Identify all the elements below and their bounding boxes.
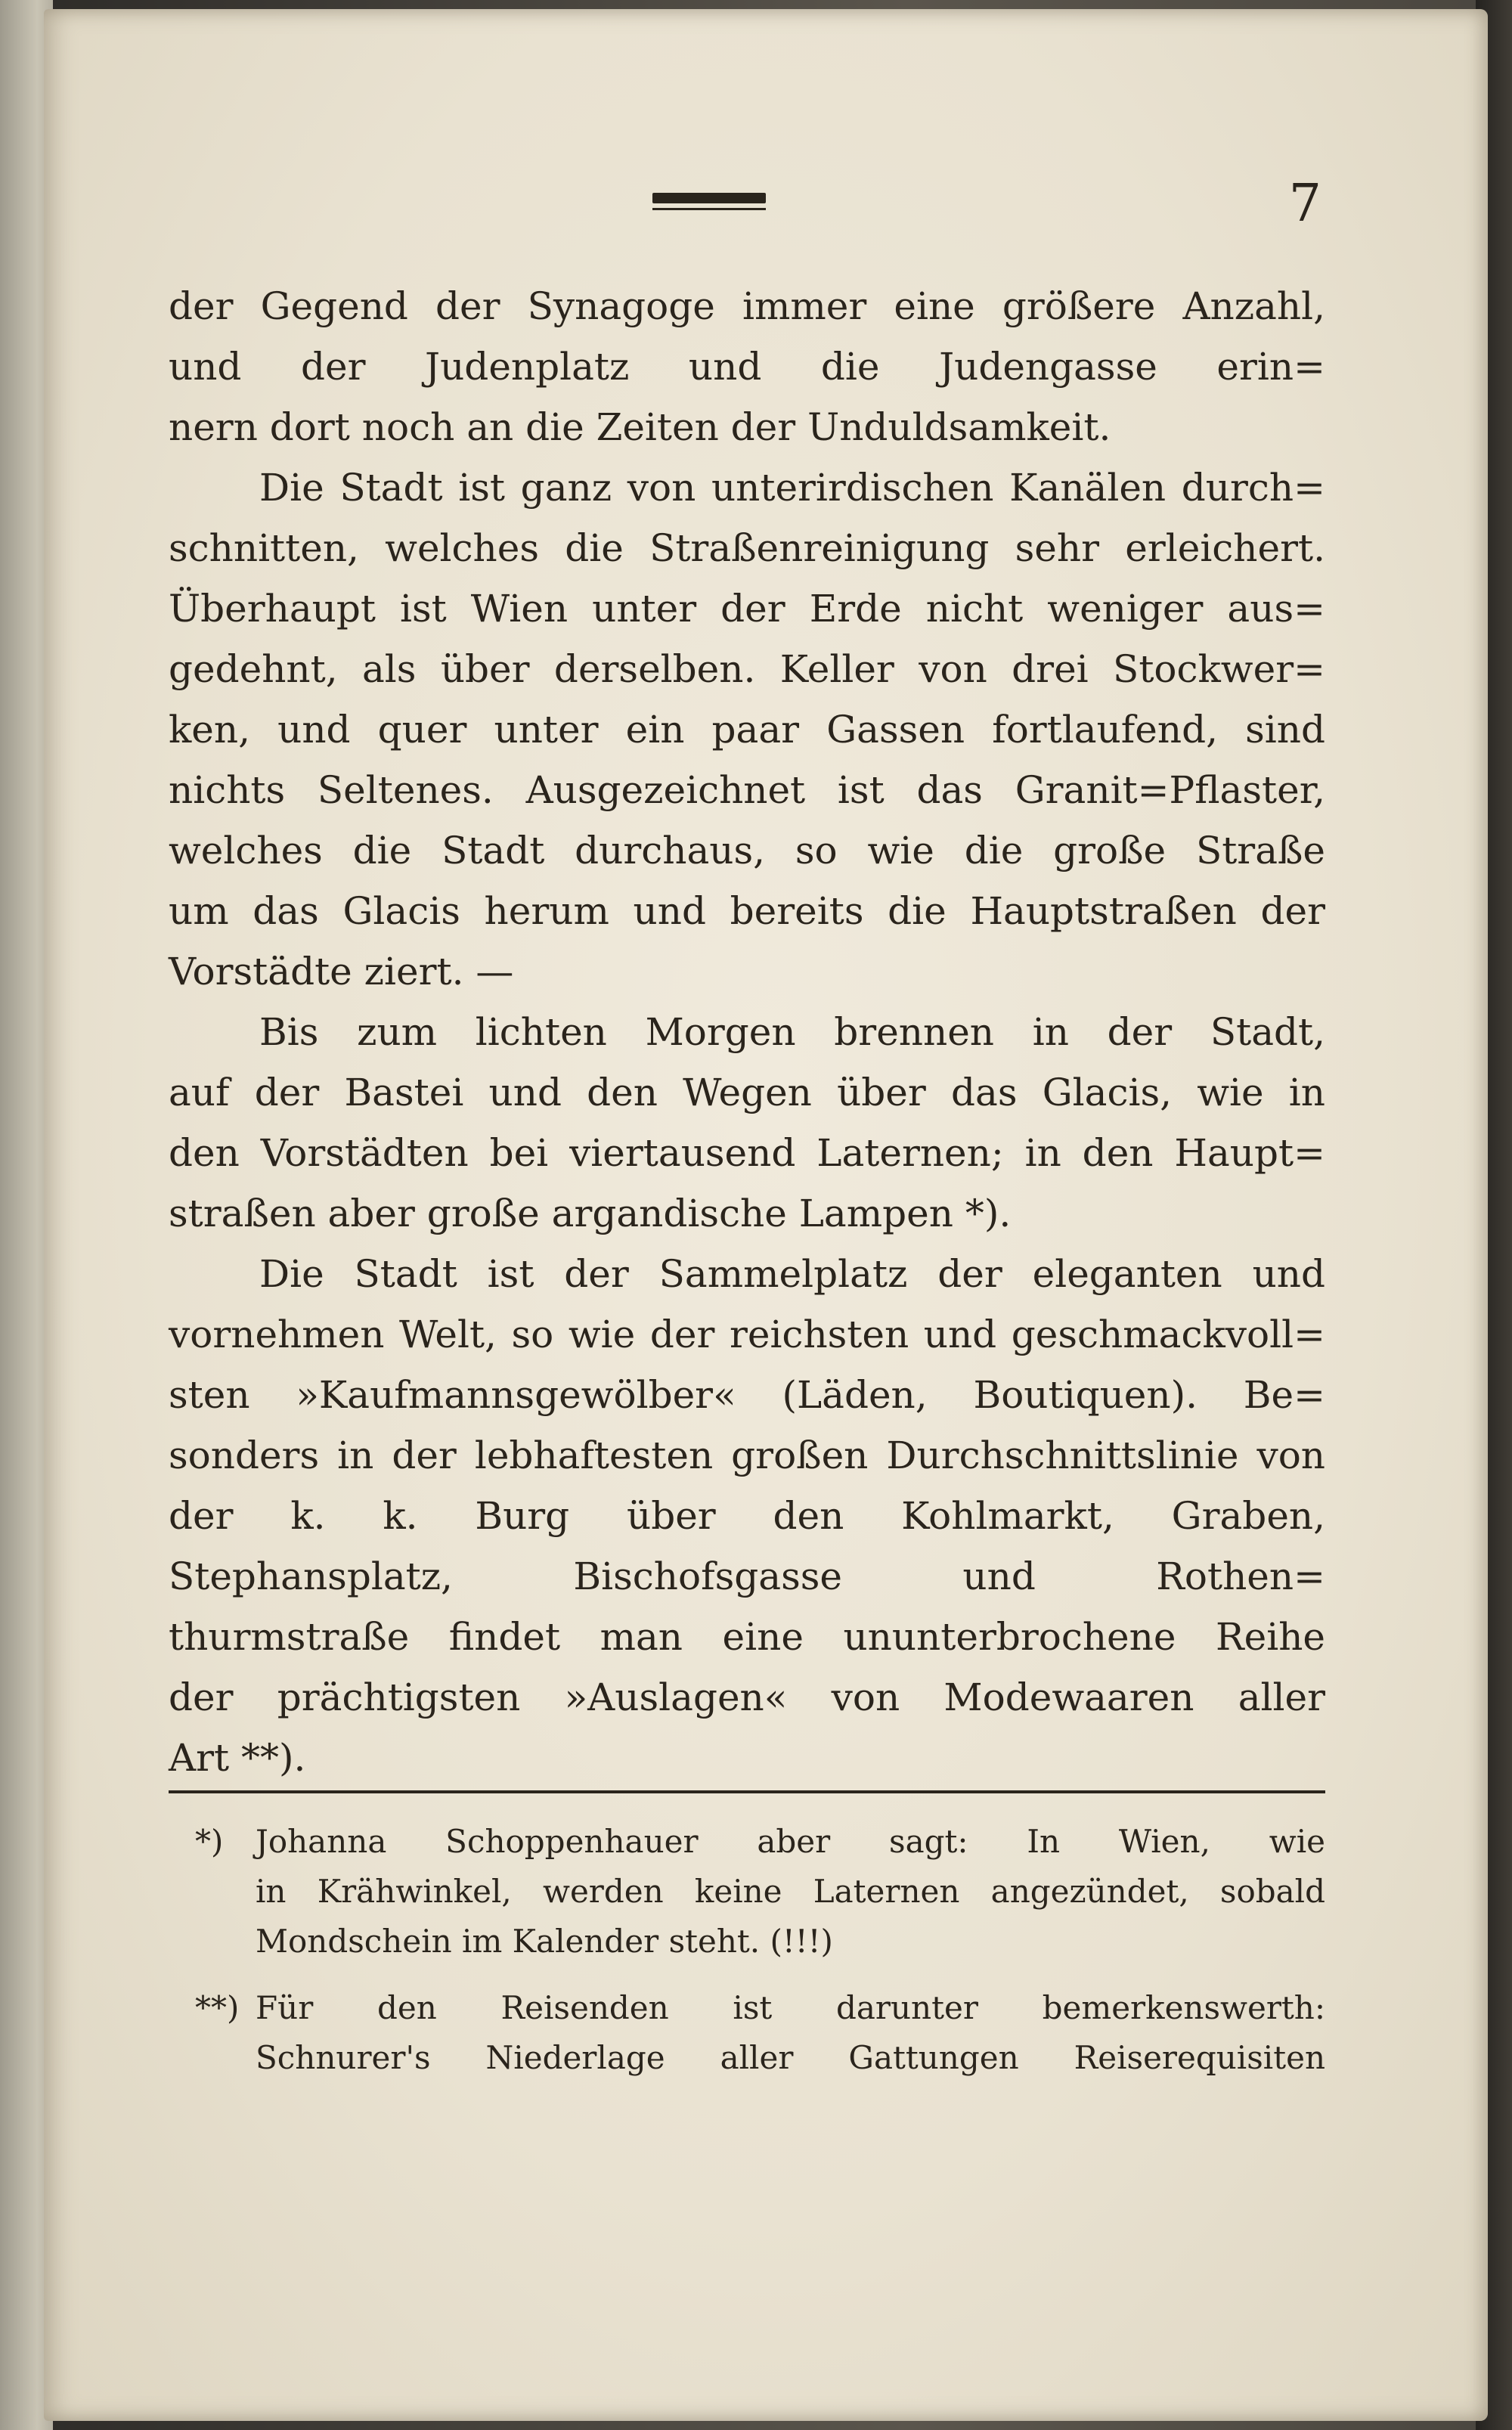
body-line: nichts Seltenes. Ausgezeichnet ist das Granit=Pflaster, [169,768,1325,812]
body-line: straßen aber große argandische Lampen *). [169,1192,1012,1235]
body-line: der prächtigsten »Auslagen« von Modewaaren aller [169,1675,1325,1719]
footnote-line: Schnurer's Niederlage aller Gattungen Reiserequisiten [256,2039,1325,2076]
body-line: nern dort noch an die Zeiten der Unduldsamkeit. [169,405,1111,449]
body-line: ken, und quer unter ein paar Gassen fortlaufend, sind [169,708,1325,752]
footnote-marker: *) [195,1823,224,1860]
body-line: Die Stadt ist der Sammelplatz der eleganten und [259,1252,1325,1296]
body-line: und der Judenplatz und die Judengasse erin= [169,345,1325,389]
footnote-line: Für den Reisenden ist darunter bemerkenswerth: [256,1989,1325,2026]
body-line: vornehmen Welt, so wie der reichsten und geschmackvoll= [169,1313,1325,1356]
body-line: sonders in der lebhaftesten großen Durchschnittslinie von [169,1434,1325,1477]
book-page [44,9,1488,2421]
body-line: thurmstraße findet man eine ununterbrochene Reihe [169,1615,1325,1659]
body-line: Vorstädte ziert. — [169,950,514,993]
body-line: den Vorstädten bei viertausend Laternen; in den Haupt= [169,1131,1325,1175]
body-line: gedehnt, als über derselben. Keller von drei Stockwer= [169,647,1325,691]
body-line: sten »Kaufmannsgewölber« (Läden, Boutiquen). Be= [169,1373,1325,1417]
footnote-marker: **) [195,1989,240,2026]
body-line: schnitten, welches die Straßenreinigung sehr erleichert. [169,526,1325,570]
body-line: Die Stadt ist ganz von unterirdischen Kanälen durch= [259,466,1325,510]
body-line: der k. k. Burg über den Kohlmarkt, Graben, [169,1494,1325,1538]
body-line: Überhaupt ist Wien unter der Erde nicht weniger aus= [169,587,1325,631]
body-line: Art **). [169,1736,306,1780]
header-ornament-rule [652,193,766,203]
footnote-line: Johanna Schoppenhauer aber sagt: In Wien, wie [256,1823,1325,1860]
footnote-line: in Krähwinkel, werden keine Laternen angezündet, sobald [256,1873,1325,1910]
body-line: um das Glacis herum und bereits die Hauptstraßen der [169,889,1325,933]
body-line: welches die Stadt durchaus, so wie die große Straße [169,829,1325,873]
body-line: auf der Bastei und den Wegen über das Glacis, wie in [169,1071,1325,1114]
footnote-line: Mondschein im Kalender steht. (!!!) [256,1923,833,1960]
body-line: der Gegend der Synagoge immer eine größere Anzahl, [169,284,1325,328]
body-line: Bis zum lichten Morgen brennen in der Stadt, [259,1010,1325,1054]
body-line: Stephansplatz, Bischofsgasse und Rothen= [169,1554,1325,1598]
page-number: 7 [1288,174,1321,234]
footnote-separator [169,1790,1325,1793]
